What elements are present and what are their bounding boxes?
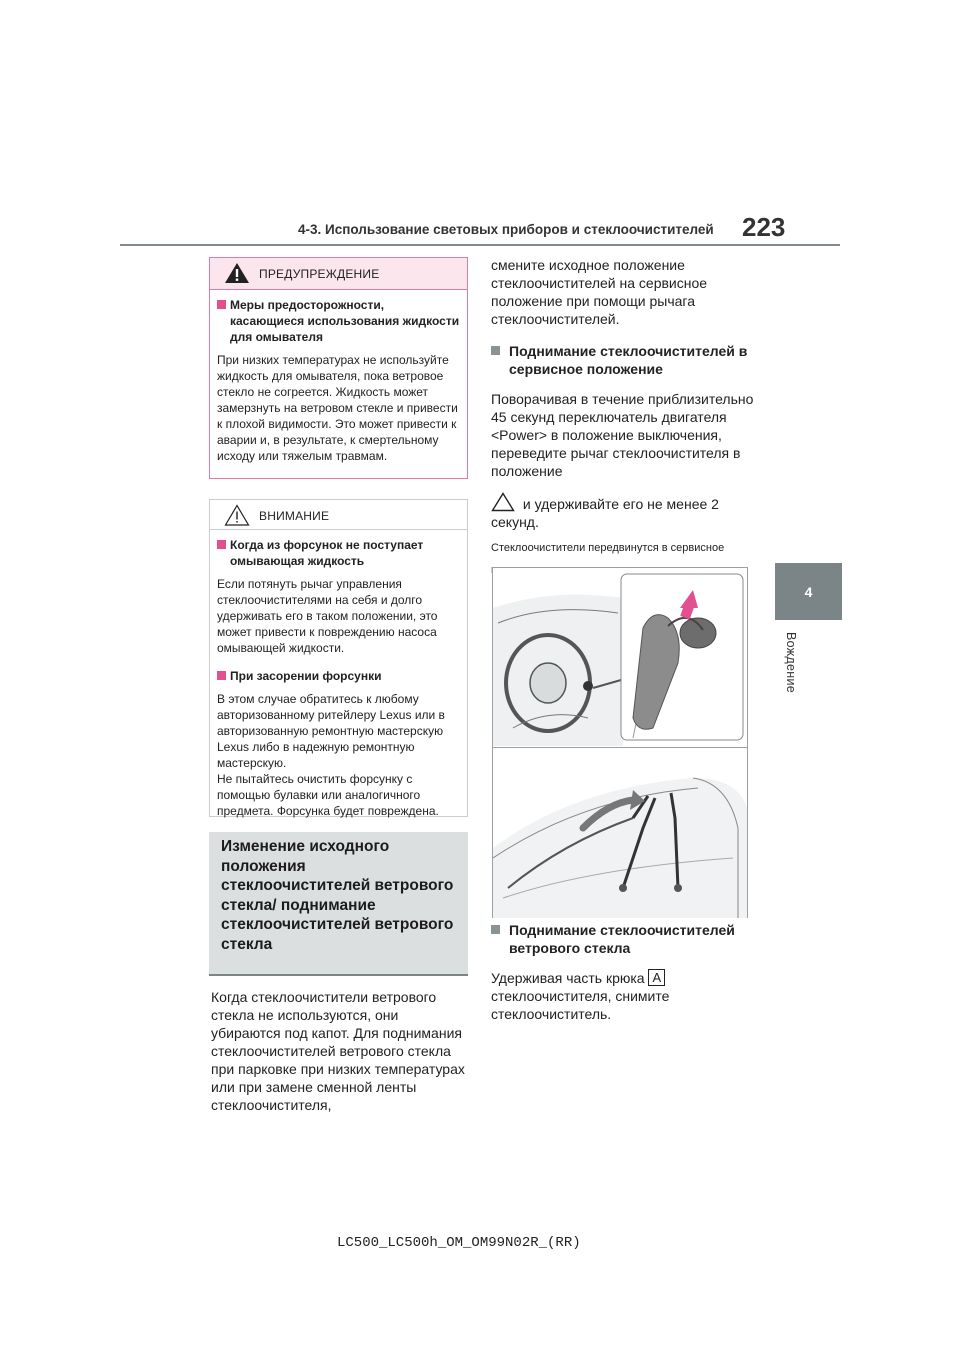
caution-triangle-icon (224, 504, 250, 526)
dashboard-lever-drawing (493, 568, 747, 746)
left-paragraph: Когда стеклоочистители ветрового стекла не используются, они убираются под капот. Для поднимания стеклоочистителей ветрового стекла при парковке при низких температурах или при замене сменной ленты стеклоочистителя, (211, 989, 465, 1113)
header-divider (120, 244, 840, 246)
right-column-lower (491, 921, 763, 1023)
gray-square-bullet-icon (491, 925, 500, 934)
document-code: LC500_LC500h_OM_OM99N02R_(RR) (337, 1235, 581, 1251)
caution-text-3: Не пытайтесь очистить форсунку с помощью булавки или аналогичного предмета. Форсунка будет повреждена. (217, 772, 439, 818)
windshield-wiper-drawing (493, 748, 747, 918)
warning-box (209, 257, 468, 479)
pink-square-bullet-icon (217, 540, 226, 549)
caution-text-1: Если потянуть рычаг управления стеклоочистителями на себя и долго удерживать его в таком положении, это может привести к повреждению насоса омывающей жидкости. (217, 577, 438, 655)
caution-subheading-1: Когда из форсунок не поступает омывающая жидкость (217, 537, 460, 569)
section-title: 4-3. Использование световых приборов и стеклоочистителей (298, 222, 714, 237)
wiper-up-triangle-icon (491, 492, 515, 512)
label-a-badge: A (648, 969, 665, 986)
service-position-text-2: и удерживайте его не менее 2 секунд. (491, 492, 763, 531)
subheading-raise-wipers: Поднимание стеклоочистителей ветрового стекла (491, 921, 763, 957)
warning-label: ПРЕДУПРЕЖДЕНИЕ (259, 267, 380, 281)
continuation-paragraph: смените исходное положение стеклоочистителей на сервисное положение при помощи рычага стеклоочистителей. (491, 257, 708, 327)
warning-text: При низких температурах не используйте жидкость для омывателя, пока ветровое стекло не согреется. Жидкость может замерзнуть на ветровом стекле и привести к плохой видимости. Это может привести к аварии и, в результате, к смертельному исходу или тяжелым травмам. (217, 353, 458, 463)
chapter-label: Вождение (784, 632, 798, 693)
wiper-illustration (492, 567, 748, 918)
chapter-number: 4 (804, 583, 813, 600)
right-column (491, 256, 763, 581)
caution-subheading-2: При засорении форсунки (217, 668, 460, 684)
chapter-tab[interactable] (775, 563, 842, 620)
page-number: 223 (742, 212, 786, 242)
caution-text-2: В этом случае обратитесь к любому авторизованному ритейлеру Lexus или в авторизованную ремонтную мастерскую Lexus либо в надежную ремонтную мастерскую. (217, 692, 445, 770)
warning-subheading: Меры предосторожности, касающиеся использования жидкости для омывателя (217, 297, 460, 345)
pink-square-bullet-icon (217, 671, 226, 680)
service-position-text: Поворачивая в течение приблизительно 45 секунд переключатель двигателя <Power> в положение выключения, переведите рычаг стеклоочистителя в положение (491, 391, 754, 479)
raise-wipers-text: Удерживая часть крюка A стеклоочистителя, снимите стеклоочиститель. (491, 970, 670, 1022)
section-heading: Изменение исходного положения стеклоочистителей ветрового стекла/ поднимание стеклоочистителей ветрового стекла (209, 832, 468, 976)
warning-box-header (210, 258, 467, 290)
subheading-service-position: Поднимание стеклоочистителей в сервисное положение (491, 342, 763, 378)
pink-square-bullet-icon (217, 300, 226, 309)
caution-label: ВНИМАНИЕ (259, 509, 330, 523)
gray-square-bullet-icon (491, 346, 500, 355)
service-position-note: Стеклоочистители передвинутся в сервисное (491, 542, 725, 554)
warning-triangle-icon (224, 262, 250, 284)
caution-box (209, 499, 468, 817)
caution-box-header (210, 500, 467, 530)
